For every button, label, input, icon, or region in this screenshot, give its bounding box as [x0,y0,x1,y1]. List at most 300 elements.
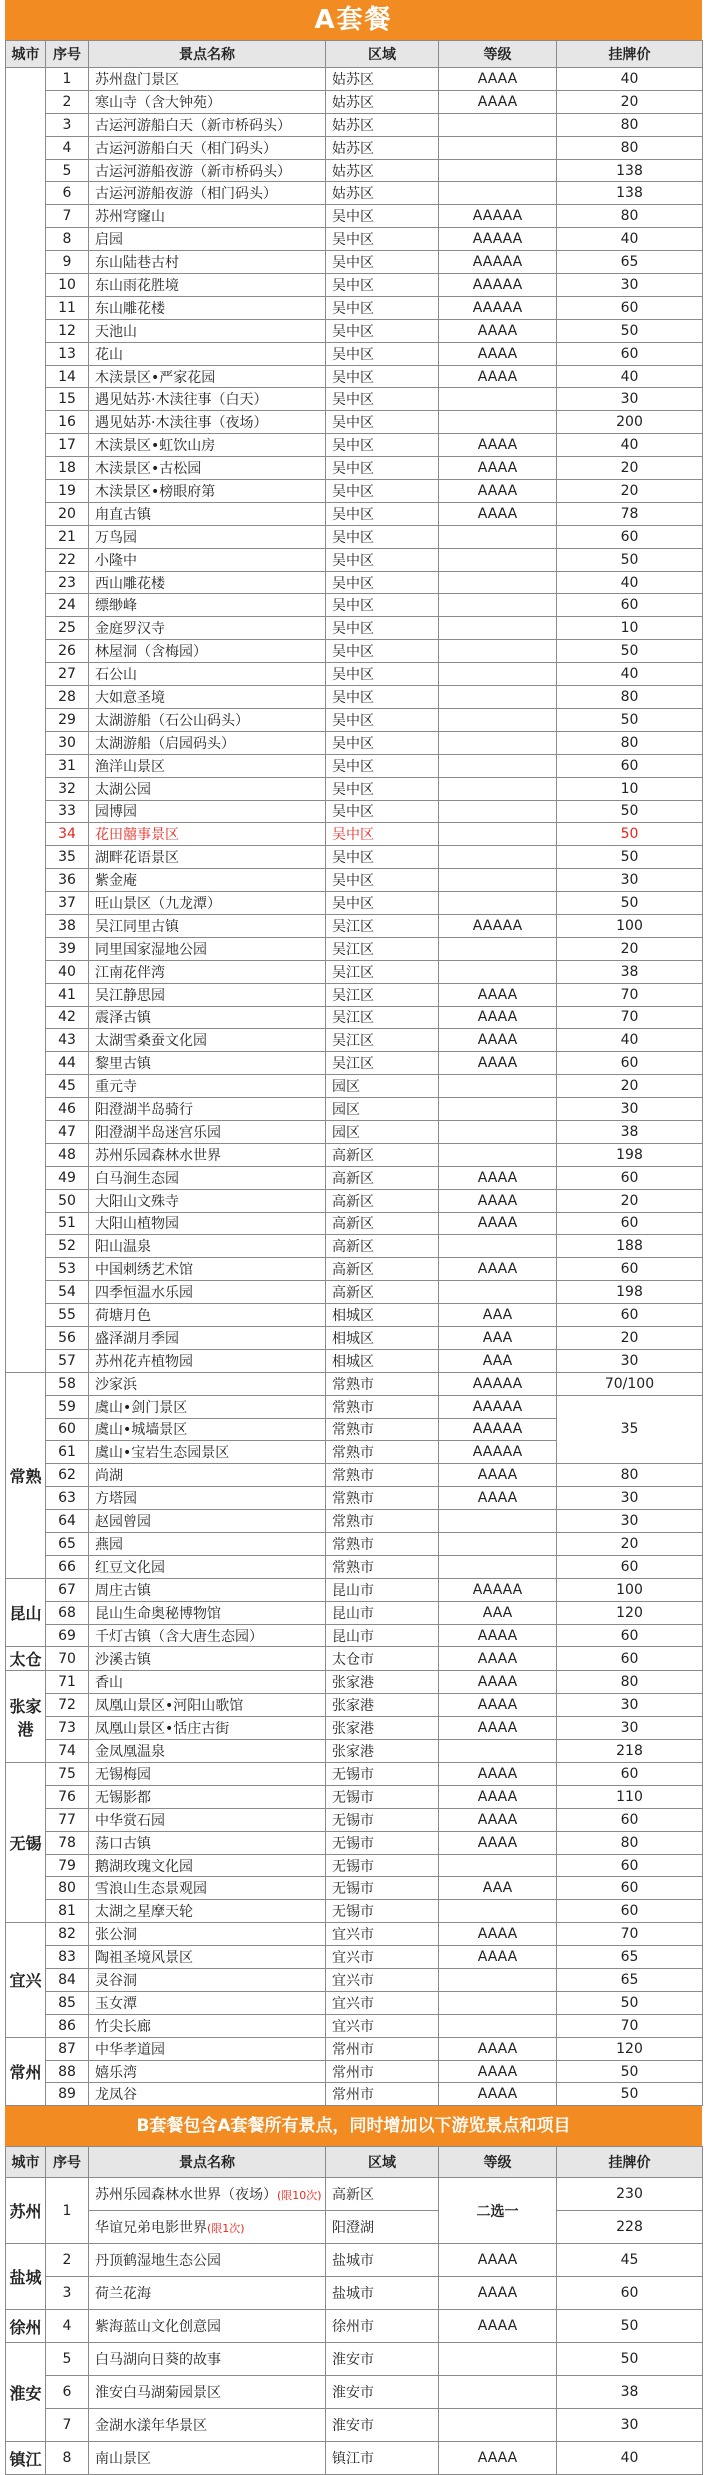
grade-cell: AAAA [439,2442,557,2475]
scenic-name: 遇见姑苏·木渎往事（白天） [89,388,326,411]
table-row [6,1671,703,1694]
scenic-name: 雪浪山生态景观园 [89,1877,326,1900]
row-number: 34 [46,823,89,846]
table-row [6,983,703,1006]
city-cell: 淮安 [6,2343,46,2442]
grade-cell [439,640,557,663]
table-row [6,2277,703,2310]
grade-cell [439,708,557,731]
scenic-name: 缥缈峰 [89,594,326,617]
row-number: 43 [46,1029,89,1052]
price-cell: 30 [557,1717,703,1740]
area-cell: 高新区 [326,1281,439,1304]
row-number: 55 [46,1304,89,1327]
grade-cell [439,800,557,823]
table-row [6,594,703,617]
price-cell: 40 [557,571,703,594]
price-cell: 65 [557,251,703,274]
grade-cell [439,2343,557,2376]
header-area: 区域 [326,41,439,68]
table-row [6,182,703,205]
table-row [6,1029,703,1052]
price-cell: 20 [557,937,703,960]
price-cell: 60 [557,1258,703,1281]
grade-cell [439,388,557,411]
scenic-name: 白马涧生态园 [89,1166,326,1189]
table-row [6,548,703,571]
grade-cell: AAA [439,1304,557,1327]
row-number: 7 [46,2409,89,2442]
grade-cell [439,1740,557,1763]
scenic-name: 黎里古镇 [89,1052,326,1075]
area-cell: 吴中区 [326,571,439,594]
table-row [6,1601,703,1624]
grade-cell: AAAAA [439,1578,557,1601]
area-cell: 宜兴市 [326,1969,439,1992]
area-cell: 吴中区 [326,525,439,548]
area-cell: 吴江区 [326,983,439,1006]
grade-cell: AAAA [439,1694,557,1717]
area-cell: 昆山市 [326,1601,439,1624]
area-cell: 宜兴市 [326,1991,439,2014]
table-row [6,365,703,388]
price-cell: 50 [557,640,703,663]
table-row [6,663,703,686]
grade-cell: AAAA [439,365,557,388]
grade-cell [439,1510,557,1533]
scenic-name: 苏州盘门景区 [89,68,326,91]
scenic-name-text: 紫海蓝山文化创意园 [95,2319,221,2336]
scenic-name [89,2310,326,2343]
price-cell: 38 [557,2376,703,2409]
city-cell: 苏州 [6,2178,46,2244]
area-cell: 宜兴市 [326,1923,439,1946]
grade-cell [439,571,557,594]
price-cell: 60 [557,1808,703,1831]
row-number: 10 [46,274,89,297]
area-cell: 吴中区 [326,869,439,892]
row-number: 39 [46,937,89,960]
grade-cell: AAAAA [439,251,557,274]
grade-cell [439,663,557,686]
price-cell: 100 [557,914,703,937]
table-row [6,686,703,709]
price-cell: 60 [557,1166,703,1189]
price-cell: 30 [557,1510,703,1533]
table-row [6,1006,703,1029]
scenic-name: 陶祖圣境风景区 [89,1946,326,1969]
table-row [6,457,703,480]
row-number: 16 [46,411,89,434]
grade-cell: AAAA [439,502,557,525]
grade-cell: AAAA [439,1763,557,1786]
area-cell: 吴中区 [326,319,439,342]
area-cell: 常熟市 [326,1372,439,1395]
area-cell: 姑苏区 [326,113,439,136]
price-cell: 80 [557,731,703,754]
scenic-name: 荡口古镇 [89,1831,326,1854]
area-cell: 吴江区 [326,1052,439,1075]
area-cell: 高新区 [326,1258,439,1281]
area-cell: 吴中区 [326,365,439,388]
area-cell: 相城区 [326,1326,439,1349]
area-cell: 相城区 [326,1349,439,1372]
table-row [6,2409,703,2442]
table-row [6,159,703,182]
scenic-name: 木渎景区•榜眼府第 [89,480,326,503]
grade-cell: AAAAA [439,914,557,937]
price-cell: 50 [557,708,703,731]
row-number: 15 [46,388,89,411]
row-number: 23 [46,571,89,594]
row-number: 8 [46,2442,89,2475]
area-cell: 吴中区 [326,388,439,411]
price-cell: 20 [557,1075,703,1098]
row-number: 30 [46,731,89,754]
row-number: 29 [46,708,89,731]
price-cell: 30 [557,2409,703,2442]
row-number: 89 [46,2083,89,2106]
table-row [6,136,703,159]
area-cell: 宜兴市 [326,2014,439,2037]
table-row [6,823,703,846]
price-cell: 60 [557,1212,703,1235]
grade-cell: AAAA [439,1006,557,1029]
table-row [6,2037,703,2060]
row-number: 86 [46,2014,89,2037]
area-cell: 淮安市 [326,2343,439,2376]
row-number: 20 [46,502,89,525]
row-number: 61 [46,1441,89,1464]
table-row [6,754,703,777]
table-row [6,228,703,251]
price-cell: 60 [557,1854,703,1877]
grade-cell: AAAA [439,457,557,480]
price-cell: 38 [557,960,703,983]
area-cell: 高新区 [326,1212,439,1235]
price-cell: 20 [557,480,703,503]
price-cell: 198 [557,1281,703,1304]
area-cell: 张家港 [326,1694,439,1717]
scenic-name: 中华赏石园 [89,1808,326,1831]
grade-cell: AAAA [439,1808,557,1831]
row-number: 83 [46,1946,89,1969]
grade-cell: AAAA [439,2277,557,2310]
area-cell: 吴中区 [326,205,439,228]
table-row [6,274,703,297]
scenic-name: 同里国家湿地公园 [89,937,326,960]
area-cell: 相城区 [326,1304,439,1327]
city-cell: 徐州 [6,2310,46,2343]
table-row [6,1487,703,1510]
scenic-name-text: 丹顶鹤湿地生态公园 [95,2253,221,2270]
grade-cell: AAAA [439,1258,557,1281]
price-cell: 188 [557,1235,703,1258]
row-number: 87 [46,2037,89,2060]
price-cell: 20 [557,457,703,480]
area-cell: 姑苏区 [326,68,439,91]
grade-cell: AAAA [439,2083,557,2106]
price-cell: 228 [557,2211,703,2244]
grade-cell: AAAAA [439,1372,557,1395]
table-row [6,1533,703,1556]
grade-cell [439,2014,557,2037]
table-row [6,1189,703,1212]
price-cell: 60 [557,1647,703,1671]
area-cell: 常熟市 [326,1464,439,1487]
row-number: 40 [46,960,89,983]
header-grade: 等级 [439,2147,557,2178]
scenic-name: 凤凰山景区•河阳山歌馆 [89,1694,326,1717]
table-row [6,1143,703,1166]
scenic-name: 太湖公园 [89,777,326,800]
grade-cell: AAAA [439,1785,557,1808]
table-row [6,960,703,983]
table-row [6,2442,703,2475]
row-number: 32 [46,777,89,800]
price-cell: 60 [557,1052,703,1075]
price-cell: 80 [557,1464,703,1487]
scenic-name: 古运河游船白天（相门码头） [89,136,326,159]
scenic-name: 石公山 [89,663,326,686]
scenic-name: 园博园 [89,800,326,823]
scenic-name [89,2442,326,2475]
table-header-row [6,2147,703,2178]
grade-cell: AAAA [439,68,557,91]
price-cell: 20 [557,90,703,113]
scenic-name: 四季恒温水乐园 [89,1281,326,1304]
table-row [6,1785,703,1808]
row-number: 88 [46,2060,89,2083]
table-row [6,777,703,800]
row-number: 41 [46,983,89,1006]
table-row [6,2083,703,2106]
header-area: 区域 [326,2147,439,2178]
area-cell: 吴中区 [326,274,439,297]
grade-cell [439,182,557,205]
row-number: 36 [46,869,89,892]
scenic-name: 玉女潭 [89,1991,326,2014]
scenic-name: 灵谷洞 [89,1969,326,1992]
row-number: 5 [46,159,89,182]
row-number: 12 [46,319,89,342]
row-number: 62 [46,1464,89,1487]
table-row [6,68,703,91]
area-cell: 昆山市 [326,1624,439,1647]
table-row [6,90,703,113]
area-cell: 吴中区 [326,617,439,640]
grade-cell [439,960,557,983]
table-row [6,1854,703,1877]
table-row [6,411,703,434]
row-number: 44 [46,1052,89,1075]
table-row [6,2060,703,2083]
table-row [6,1578,703,1601]
scenic-name: 湖畔花语景区 [89,846,326,869]
row-number: 3 [46,113,89,136]
table-row [6,1258,703,1281]
row-number: 70 [46,1647,89,1671]
price-cell: 40 [557,434,703,457]
scenic-name: 万鸟园 [89,525,326,548]
grade-cell [439,136,557,159]
scenic-name: 苏州穹窿山 [89,205,326,228]
grade-cell [439,525,557,548]
area-cell: 吴中区 [326,754,439,777]
row-number: 7 [46,205,89,228]
row-number: 38 [46,914,89,937]
grade-cell: AAAA [439,342,557,365]
price-cell: 60 [557,1763,703,1786]
limit-note: (限10次) [277,2189,322,2203]
row-number: 11 [46,296,89,319]
area-cell: 吴中区 [326,686,439,709]
scenic-name: 太湖雪桑蚕文化园 [89,1029,326,1052]
table-row [6,434,703,457]
price-cell: 50 [557,2083,703,2106]
price-cell: 60 [557,296,703,319]
row-number: 31 [46,754,89,777]
price-cell: 35 [557,1395,703,1464]
grade-cell [439,823,557,846]
price-cell: 80 [557,1831,703,1854]
package-b-table [5,2146,703,2475]
row-number: 35 [46,846,89,869]
area-cell: 张家港 [326,1717,439,1740]
grade-cell [439,869,557,892]
grade-cell: AAAA [439,1487,557,1510]
scenic-name: 吴江静思园 [89,983,326,1006]
row-number: 24 [46,594,89,617]
grade-cell: AAAAA [439,205,557,228]
row-number: 2 [46,90,89,113]
scenic-name: 苏州乐园森林水世界 [89,1143,326,1166]
row-number: 4 [46,2310,89,2343]
price-cell: 60 [557,1555,703,1578]
table-row [6,1166,703,1189]
row-number: 81 [46,1900,89,1923]
price-cell: 110 [557,1785,703,1808]
table-row [6,869,703,892]
price-cell: 200 [557,411,703,434]
grade-cell [439,113,557,136]
row-number: 80 [46,1877,89,1900]
price-cell: 60 [557,1624,703,1647]
scenic-name: 荷塘月色 [89,1304,326,1327]
grade-cell [439,594,557,617]
scenic-name-text: 苏州乐园森林水世界（夜场） [95,2187,277,2204]
area-cell: 镇江市 [326,2442,439,2475]
price-cell: 50 [557,823,703,846]
price-cell: 70 [557,1006,703,1029]
scenic-name: 阳澄湖半岛迷宫乐园 [89,1120,326,1143]
price-cell: 70/100 [557,1372,703,1395]
area-cell: 吴中区 [326,342,439,365]
table-row [6,1464,703,1487]
scenic-name: 重元寺 [89,1075,326,1098]
table-row [6,388,703,411]
price-cell: 120 [557,2037,703,2060]
grade-cell [439,1854,557,1877]
grade-cell [439,411,557,434]
price-cell: 50 [557,2310,703,2343]
price-cell: 60 [557,1900,703,1923]
scenic-name: 东山雕花楼 [89,296,326,319]
area-cell: 姑苏区 [326,159,439,182]
price-cell: 30 [557,274,703,297]
table-row [6,525,703,548]
scenic-name: 启园 [89,228,326,251]
price-cell: 40 [557,68,703,91]
table-row [6,1510,703,1533]
price-cell: 60 [557,342,703,365]
city-cell: 宜兴 [6,1923,46,2037]
grade-cell: AAAA [439,1212,557,1235]
header-city: 城市 [6,2147,46,2178]
grade-cell: AAAA [439,1647,557,1671]
area-cell: 常熟市 [326,1487,439,1510]
header-no: 序号 [46,2147,89,2178]
price-cell: 20 [557,1189,703,1212]
row-number: 64 [46,1510,89,1533]
area-cell: 高新区 [326,1189,439,1212]
scenic-name: 盛泽湖月季园 [89,1326,326,1349]
area-cell: 吴中区 [326,823,439,846]
table-row [6,1647,703,1671]
grade-cell: AAAA [439,319,557,342]
grade-cell [439,731,557,754]
table-row [6,1120,703,1143]
table-row [6,1969,703,1992]
table-row [6,892,703,915]
area-cell: 徐州市 [326,2310,439,2343]
price-cell: 40 [557,2442,703,2475]
grade-cell [439,2376,557,2409]
row-number: 59 [46,1395,89,1418]
row-number: 63 [46,1487,89,1510]
row-number: 9 [46,251,89,274]
city-cell: 常熟 [6,1372,46,1578]
scenic-name [89,2244,326,2277]
row-number: 8 [46,228,89,251]
row-number: 53 [46,1258,89,1281]
table-row [6,1281,703,1304]
grade-cell [439,548,557,571]
price-cell: 218 [557,1740,703,1763]
scenic-name: 金凤凰温泉 [89,1740,326,1763]
scenic-name-text: 南山景区 [95,2451,151,2468]
area-cell: 高新区 [326,1235,439,1258]
row-number: 5 [46,2343,89,2376]
table-row [6,1763,703,1786]
price-cell: 30 [557,1694,703,1717]
area-cell: 姑苏区 [326,182,439,205]
price-cell: 40 [557,1029,703,1052]
price-cell: 50 [557,800,703,823]
area-cell: 吴中区 [326,731,439,754]
price-cell: 80 [557,686,703,709]
scenic-name: 阳澄湖半岛骑行 [89,1098,326,1121]
row-number: 57 [46,1349,89,1372]
grade-cell: AAAAA [439,296,557,319]
scenic-name: 香山 [89,1671,326,1694]
area-cell: 常州市 [326,2083,439,2106]
table-row [6,296,703,319]
grade-cell: AAAA [439,1166,557,1189]
row-number: 72 [46,1694,89,1717]
grade-cell: AAAA [439,1464,557,1487]
row-number: 2 [46,2244,89,2277]
